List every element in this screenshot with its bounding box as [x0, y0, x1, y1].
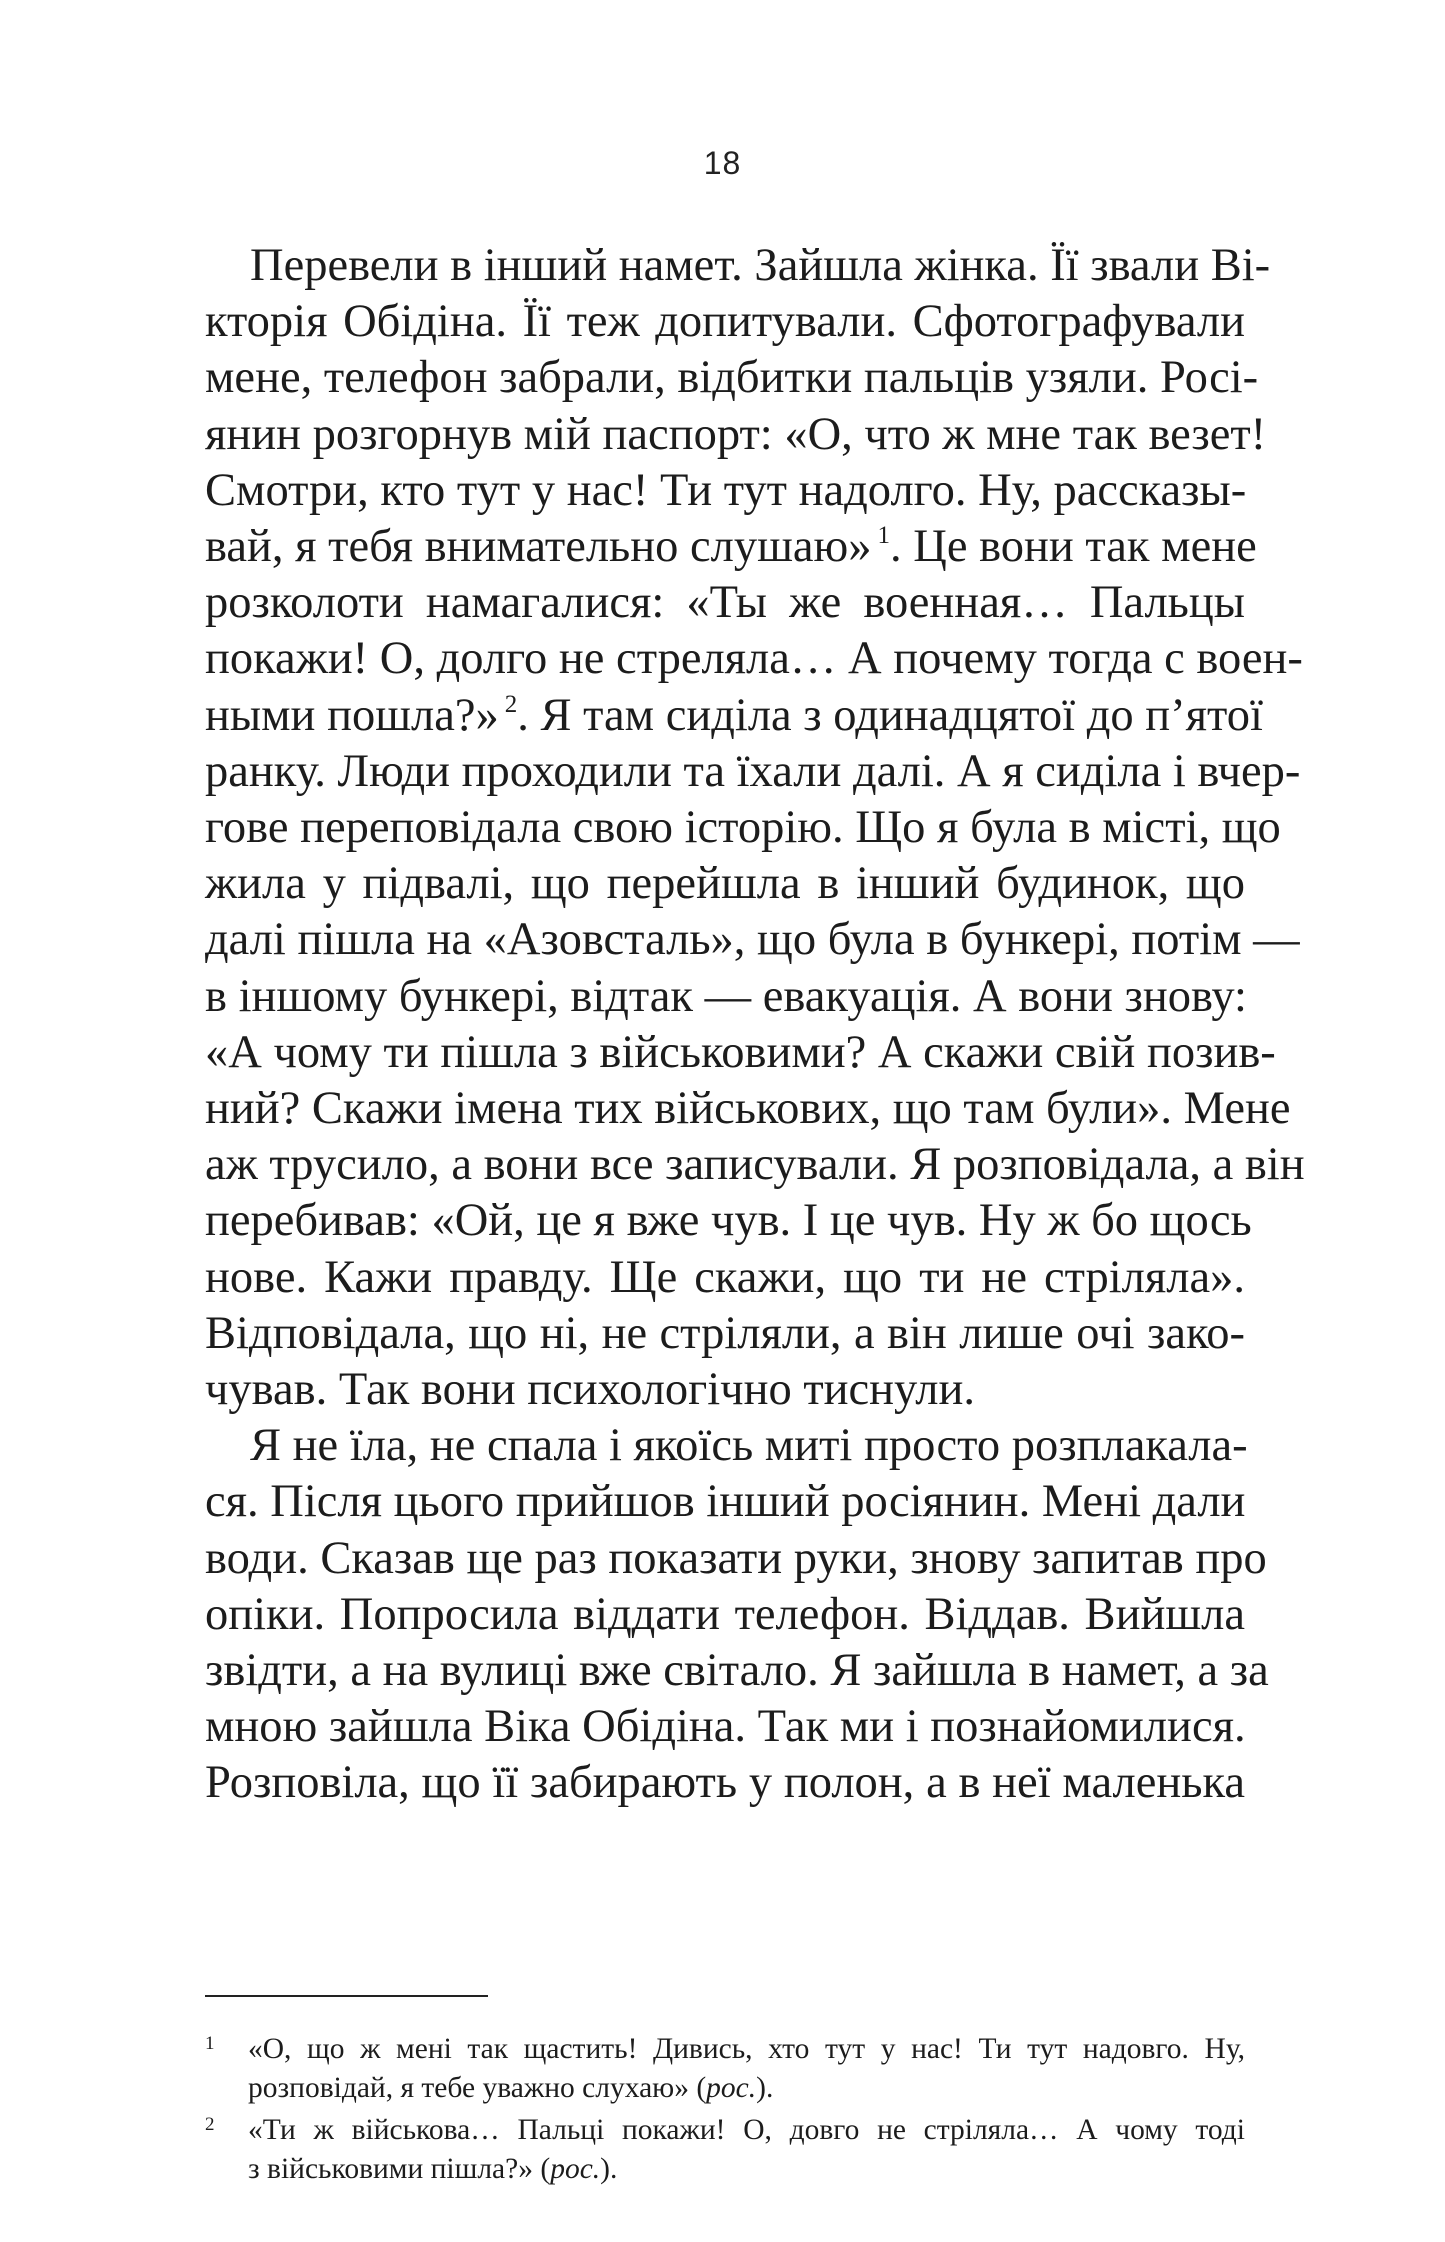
page-number: 18 [703, 145, 742, 181]
text-segment: вай, я тебя внимательно слушаю» [205, 521, 872, 573]
footnote-marker: 2 [205, 2114, 215, 2135]
footnote-line: «Ти ж військова… Пальці покажи! О, довго не стріляла… А чому тоді [248, 2114, 1245, 2146]
footnote-1 [205, 2030, 1245, 2108]
footnote-marker: 1 [205, 2033, 215, 2054]
footnote-2 [205, 2111, 1245, 2189]
text-line: Смотри, кто тут у нас! Ти тут надолго. Ну, рассказы- [205, 464, 1247, 516]
language-abbr: рос. [550, 2153, 601, 2185]
footnote-ref-2: 2 [504, 690, 518, 718]
text-segment: . Я там сиділа з одинадцятої до п’ятої [517, 689, 1263, 741]
footnote-ref-1: 1 [877, 522, 891, 550]
text-line: перебивав: «Ой, це я вже чув. І це чув. Ну ж бо щось [205, 1195, 1252, 1247]
text-line: Я не їла, не спала і якоїсь миті просто розплакала- [250, 1420, 1248, 1472]
text-line: кторія Обідіна. Її теж допитували. Сфотографували [205, 296, 1245, 348]
text-line: Відповідала, що ні, не стріляли, а він лише очі зако- [205, 1307, 1245, 1359]
main-text [205, 238, 1305, 1812]
language-abbr: рос. [706, 2072, 757, 2104]
text-line: опіки. Попросила віддати телефон. Віддав. Вийшла [205, 1588, 1245, 1640]
text-segment: . Це вони так мене [890, 521, 1257, 573]
text-segment: ными пошла?» [205, 689, 499, 741]
text-line: звідти, а на вулиці вже світало. Я зайшла в намет, а за [205, 1645, 1269, 1697]
text-line: нове. Кажи правду. Ще скажи, що ти не стріляла». [205, 1251, 1245, 1303]
text-line: Перевели в інший намет. Зайшла жінка. Її звали Ві- [250, 240, 1271, 291]
text-line-with-ref [205, 688, 1263, 744]
text-line: далі пішла на «Азовсталь», що була в бункері, потім — [205, 914, 1300, 966]
text-line: аж трусило, а вони все записували. Я розповідала, а він [205, 1139, 1305, 1191]
text-line: покажи! О, долго не стреляла… А почему тогда с воен- [205, 633, 1303, 685]
text-line: ний? Скажи імена тих військових, що там були». Мене [205, 1083, 1291, 1135]
text-line: ся. Після цього прийшов інший росіянин. Мені дали [205, 1476, 1246, 1528]
text-segment: розповідай, я тебе уважно слухаю» ( [248, 2072, 707, 2104]
text-line: мною зайшла Віка Обідіна. Так ми і познайомилися. [205, 1701, 1246, 1753]
text-segment: ). [756, 2072, 774, 2104]
footnote-line: «О, що ж мені так щастить! Дивись, хто тут у нас! Ти тут надовго. Ну, [248, 2033, 1245, 2065]
text-segment: з військовими пішла?» ( [248, 2153, 551, 2185]
footnotes [205, 2030, 1245, 2192]
text-segment: ). [600, 2153, 618, 2185]
text-line: ранку. Люди проходили та їхали далі. А я сиділа і вчер- [205, 745, 1301, 797]
text-line: Розповіла, що її забирають у полон, а в неї маленька [205, 1757, 1245, 1809]
text-line: «А чому ти пішла з військовими? А скажи свій позив- [205, 1026, 1276, 1078]
footnote-divider [205, 1995, 488, 1997]
text-line: янин розгорнув мій паспорт: «О, что ж мне так везет! [205, 408, 1267, 460]
text-line: розколоти намагалися: «Ты же военная… Пальцы [205, 577, 1245, 629]
text-line: мене, телефон забрали, відбитки пальців узяли. Росі- [205, 352, 1259, 404]
footnote-line [248, 2150, 1245, 2189]
text-line: води. Сказав ще раз показати руки, знову запитав про [205, 1532, 1267, 1584]
footnote-line [248, 2069, 1245, 2108]
text-line: жила у підвалі, що перейшла в інший будинок, що [205, 858, 1245, 910]
text-line: в іншому бункері, відтак — евакуація. А вони знову: [205, 970, 1247, 1022]
text-line-with-ref [205, 519, 1257, 575]
text-line-last: чував. Так вони психологічно тиснули. [205, 1364, 975, 1416]
text-line: гове переповідала свою історію. Що я була в місті, що [205, 802, 1281, 854]
